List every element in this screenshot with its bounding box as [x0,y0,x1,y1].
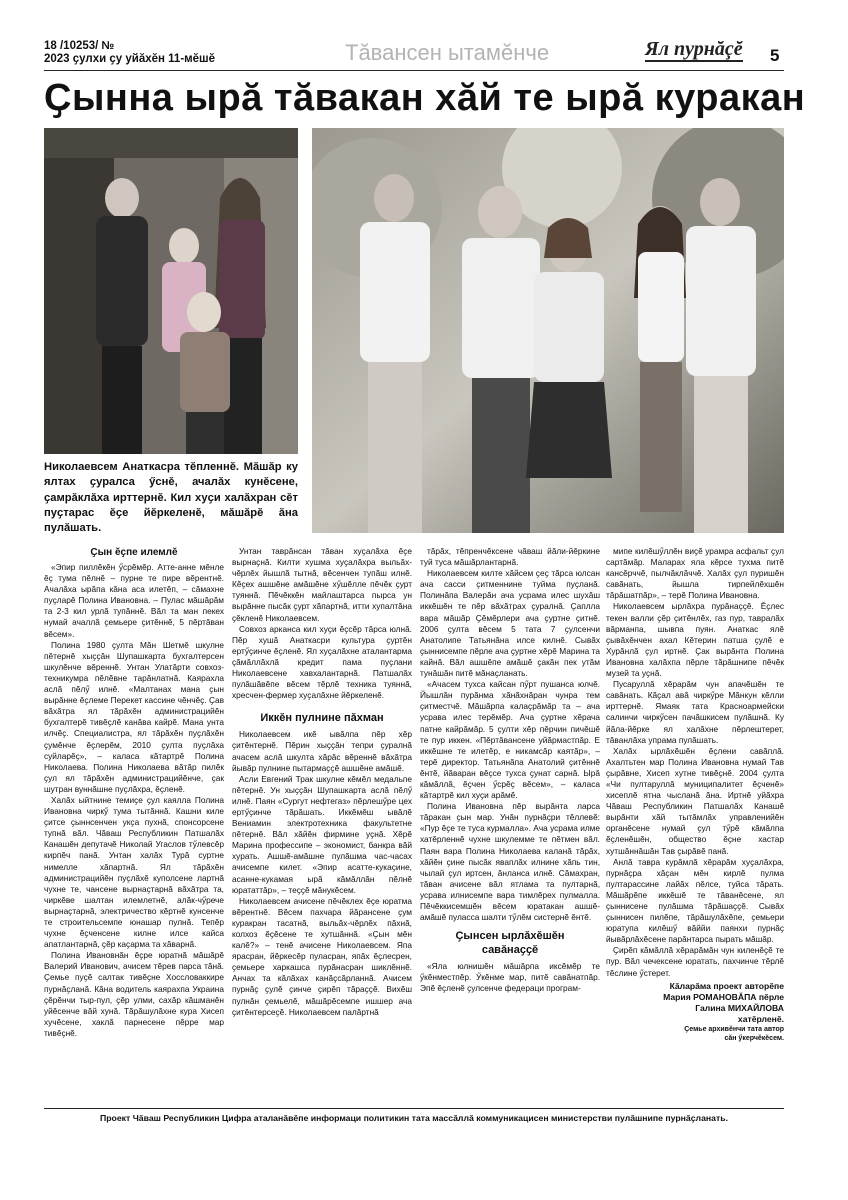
header-rule [44,70,784,71]
article-headline: Ҫынна ырă тăвакан хăй те ырă куракан [44,77,806,119]
paragraph: Николаевсем килте хăйсем ҫеҫ тăрса юлсан ача сасси ҫитменнине туйма пуҫланă. Полинăпа Валерăн ача усрама илес шухăш иккĕшĕн те пĕр вăхăтрах ҫуралнă. Ҫаплла вара мăшăр Ҫĕмĕрлери ача ҫуртне ҫитнĕ. 2006 ҫулта вĕсем 5 тата 7 ҫулсенчи Анатолипе Татьянăна илсе килнĕ. Сывăх ҫыннисемпе пĕрле ача ҫуртне хĕрĕ Марина та кайнă. Вăл ашшĕпе амăшĕ ҫакăн пек утăм тунăшăн питĕ мăнаҫланать. [420,568,600,679]
article-column-3 [420,546,600,994]
paragraph: мипе килĕшӳллĕн виҫĕ урамра асфальт ҫул сартăмăр. Маларах яла кĕрсе тухма питĕ кансĕрччĕ, пылчăклăччĕ. Халăх ҫул пуришĕн савăнать, йышла тирпейлĕхшĕн тăрăшатпăр», – терĕ Полина Ивановна. [606,546,784,601]
photo-caption: Николаевсем Анаткасра тĕпленнĕ. Мăшăр ку ялтах ҫуралса ӳснĕ, ачалăх кунĕсене, ҫамрăклăха ирттернĕ. Кил хуҫи халăхран сĕт пуҫтарас ĕҫе йĕркеленĕ, мăшăрĕ ăна пулăшать. [44,461,298,535]
paragraph: Пусаруллă хĕрарăм чун апачĕшĕн те савăнать. Кăҫал авă чиркӳре Мăнкун кĕлли ирттернĕ. Ямаяк тата Красноармейски салинчи чиркӳсен пачăшкисем пулăшнă. Ку йăла-йĕрке ял халăхне пĕрлештерет, тăванлăха упрама пулăшать. [606,679,784,745]
page-number: 5 [770,46,780,65]
photo-credit [606,1025,784,1043]
signature-line: хатĕрленĕ. [737,1013,784,1024]
paragraph: тăрăх, тĕпренчĕксене чăваш йăли-йĕркине туй туса мăшăрлантарнă. [420,546,600,568]
subheading-welfare-2: савăнаҫҫĕ [481,944,539,957]
issue-info [44,40,215,66]
paragraph: Халăх ыйтнине темиҫе ҫул каялла Полина Ивановна чиркӳ тума тытăннă. Кашни киле ҫитсе ҫыннсенчен укҫа пухнă, спонсорсене тупнă вăл. Чăваш Республикин Патшалăх Канашĕн депутачĕ Николай Угаслов тӳлевсĕр кирпĕч панă. Унтан халăх Турă суртне нимелле хăпартнă. Ял тăрăхĕн администрацийĕн пуҫлăхĕ куполсене лартнă чухне те, чансене вырнаҫтарнă вăхăтра та, чиркĕве шалтан илемлетнĕ, алăк-чӳрече вырнаҫтарнă, электричество кĕртнĕ кунсенче те строительсемпе юнашар пулнă. Тепĕр чухне ĕҫченсене килне илсе кайса апатлантарнă, ҫĕр каҫарма та хăварнă. [44,794,224,950]
signature-line: Кăларăма проект авторĕпе [669,980,784,991]
signature-line: Мария РОМАНОВĂПА пĕрле [663,991,784,1002]
photo-children [44,128,298,454]
signature-line: Галина МИХАЙЛОВА [695,1002,784,1013]
paragraph: Ҫирĕп кăмăллă хĕрарăмăн чун киленĕҫĕ те пур. Вăл чечексене юратать, пахчинче тĕрлĕ тĕслине ӳстерет. [606,945,784,978]
paragraph: Николаевсем ачисене пĕчĕклех ĕҫе юратма вĕрентнĕ. Вĕсем пахчара йăрансене ҫум куракран тасатнă, выльăх-чĕрлĕх пăхнă, колхоз ĕҫĕсене те хутшăннă. «Ҫын мĕн калĕ?» – тенĕ ачисене Николаевсем. Япа ярасран, йĕркесĕр пуласран, япăх ĕҫлесрен, ҫемьере харкашса пурăнасран шиклĕннĕ. Анчах та кăлăхах канăҫсăрланнă. Ачисем пурнăҫ ҫулĕ ҫинче ҫирĕп тăраҫҫĕ. Вихĕш пулнăн ҫемьелĕ, мăшăрĕсемпе ишшер ача ҫитĕнтерсеҫĕ. Николаевсем палăртнă [232,895,412,1017]
paragraph: «Эпир пиллĕкĕн ӳсрĕмĕр. Атте-анне мĕнле ĕҫ тума пĕлнĕ – пурне те пире вĕрентнĕ. Ачалăха ырăпа кăна аса илетĕп, – сăмахне пуҫларĕ Полина Ивановна. – Пулас мăшăрăм та 2-3 кил урлă тупăннĕ. Вăл та ман пекех нумай ачаллă ҫемьере ҫитĕннĕ, 5 пĕртăван вĕсем». [44,562,224,639]
issue-date: 2023 ҫулхи ҫу уйăхĕн 11-мĕшĕ [44,53,216,65]
paragraph: Анлă тавра курăмлă хĕрарăм хуҫалăхра, пурнăҫра хăҫан мĕн кирлĕ пулма пултарассине лайăх пĕлсе, туйса тăрать. Мăшăрĕпе иккĕшĕ те тăванĕсене, ял ҫыннисене пулăшма тăрăшаҫҫĕ. Сывăх ҫыннисен пилĕпе, тăрăшулăхĕпе, ҫемьери юратупа килĕшӳ вăййи паянхи пурнăҫ йывăрлăхĕсене парăнтарса пырать мăшăр. [606,856,784,945]
project-footer: Проект Чăваш Республикин Цифра аталанăвĕпе информаци политикин тата массăллă коммуникацисен министерстви пулăшнипе пурнăҫланать. [44,1108,784,1123]
article-column-4 [606,546,784,1043]
issue-number: 18 /10253/ № [44,40,115,52]
photo-family [312,128,784,533]
section-rubric: Тăвансен ытамĕнче [345,40,550,65]
paragraph: «Яла юлнишĕн мăшăрпа иксĕмĕр те ӳкĕнместпĕр. Ӳкĕнме мар, питĕ савăнатпăр. Эпĕ ĕҫленĕ ҫулсенче федераци програм- [420,961,600,994]
photo-credit-line: сăн ӳкерчĕкĕсем. [724,1034,784,1042]
paragraph: Унтан таврăнсан тăван хуҫалăха ĕҫе вырнаҫнă. Килти хушма хуҫалăхра выльăх-чĕрлĕх йышлă тытнă, вĕсенчен тупăш илнĕ. Кĕҫех ашшĕне амăшĕне хӳшĕлле пĕчĕк ҫурт туяннă. Пĕчĕккĕн майлаштарса пырса ун вырăнне пысăк ҫурт хăпартнă, итти хупалтăна ҫĕкленĕ Николаевсем. [232,546,412,623]
paragraph: Полина Ивановна пĕр вырăнта ларса тăракан ҫын мар. Унăн пурнăҫри тĕллевĕ: «Пур ĕҫе те туса курмалла». Ача усрама илме хатĕрленнĕ чухне шкулемме те пĕтмен вăл. Паян вара Полина Николаева каланă тăрăх, хăйĕн ҫине пысăк яваплăх илнине хăпь тин, чылай ҫул иртсен, ăнланса илнĕ. Сăмахран, тăван ачисене вăл ятлама та пултарнă, усрава илнисемпе вара тимлĕрех пулмалла. Пĕчĕккисемшĕн вĕсем юратакан ашшĕ-амăшĕ пуласса шалти тӳлĕм систернĕ ĕнтĕ. [420,801,600,923]
article-column-2 [232,546,412,1018]
paragraph: Совхоз арканса кил хуҫи ĕҫсĕр тăрса юлнă. Пĕр хушă Анаткасри культура ҫуртĕн ертӳҫинче ĕҫленĕ. Ял хуҫалăхне аталантарма çăмăллăхлă кредит пама пуҫлани Николаевсене хавхалантарнă. Патшалăх пулăшăвĕпе вĕсем тĕрлĕ техника туяннă, хресчен-фермер хуҫалăхне йĕркеленĕ. [232,623,412,701]
subheading-work: Ҫын ĕҫпе илемлĕ [90,547,178,558]
paragraph: Полина 1980 ҫулта Мăн Шетмĕ шкулне пĕтернĕ хыҫҫăн Шупашкарта бухгалтерсен шкулĕнче вĕреннĕ. Унтан Улатăрти совхоз-техникумра пĕлĕвне тарăнлатнă. Каярахла аслă пĕлӳ илнĕ. «Малтанах мана ҫын вырăнне ĕҫлеме Перекет кассине чĕнчĕҫ. Ҫав вăхăтра ял тăрăхĕн администрацийĕн бухгалтерĕ тивĕҫлĕ канăва кайрĕ. Мана унта илчĕҫ. Специалистра, ял тăрăхĕн пуҫлăхĕн ҫумĕнче ĕҫлерĕм, 2010 ҫулта пуҫлăха суйларĕҫ», – каласа кăтартрĕ Полина Николаева. Полина Николаева вăтăр пилĕк ҫул ял тăрăхĕн администрацийĕнче, ҫак шутран вуннăшне пуҫлăхра, ĕҫленĕ. [44,639,224,794]
newspaper-logo: Ял пурнăçĕ [645,38,743,60]
paragraph: Николаевсем икĕ ывăлпа пĕр хĕр ҫитĕнтернĕ. Пĕрин хыҫҫăн тепри ҫуралнă ачасем аслă шкулта хăрăс вĕреннĕ вăхăтра йывăр пулнине пытармаҫҫĕ ашшĕне амăшĕ. [232,729,412,773]
photo-credit-line: Ҫемье архивĕнчи тата автор [684,1025,784,1033]
article-column-1 [44,546,224,1039]
paragraph: Полина Ивановнăн ĕҫре юратнă мăшăрĕ Валерий Иванович, ачисем тĕрев парса тăнă. Ҫемье пуҫĕ салтак тивĕҫне Хоссловаккире пурнăҫланă. Кăна водитель каярахпа Украина çĕрĕнчи тыр-пул, ҫĕр улми, сахăр кăшманĕн уйĕсенче вăй хунă. Тăрăшулăхне кура Хисеп хучĕсене, хаклă парнесене пĕрре мар тивĕҫнĕ. [44,950,224,1038]
author-signature [606,981,784,1025]
paragraph: Николаевсем ырлăхра пурăнаҫҫĕ. Ĕҫлес текен валли ҫĕр ҫитĕнлĕх, газ пур, тавралăх вăрманпа, шывпа пуян. Анаткас ялĕ ҫывăхĕнчен ахал Кĕтерин патша ҫулĕ е Хурăнлă ҫул иртнĕ. Ҫак вырăнта Полина Ивановна халăхпа пĕрле тăрăшнипе пĕчĕк музей та уҫнă. [606,601,784,679]
subheading-together: Иккĕн пулнине пăхман [260,712,384,725]
paragraph: «Ачасем тухса кайсан пӳрт пушанса юлчĕ. Йышлăн пурăнма хăнăхнăран чунра тем ҫитместчĕ. Мăшăрпа калаҫрăмăр та – ача усрава илес терĕмĕр. Ача ҫуртне хĕрача патне кайрăмăр. 5 ҫулти хĕр пĕрчин пичĕшĕ те пур иккен. «Пĕртăвансене уйăрмастпăр. Е иккĕшне те илетĕр, е никамсăр каятăр», – терĕ директор. Татьянăпа Анатолий ҫитĕннĕ ĕнтĕ, йăваран вĕҫсе тухса ҫунат сарнă. Ырă кăмăллă, ĕҫчен ӳсрĕҫ вĕсем», – каласа кăтартрĕ кил хуҫи арăмĕ. [420,679,600,801]
subheading-welfare-1: Ҫынсен ырлăхĕшĕн [455,930,565,943]
paragraph: Асли Евгений Трак шкулне кĕмĕл медальпе пĕтернĕ. Ун хыҫҫăн Шупашкарта аслă пĕлӳ илнĕ. Паян «Сургут нефтегаз» пĕрлешӳре цех ертӳҫинче тăрăшать. Иккĕмĕш ывăлĕ Вениамин электротехника факультетне пĕтернĕ. Вăл хăйĕн фирмине уҫнă. Хĕрĕ Марина профессипе – экономист, банкра вăй хурать. Ашшĕ-амăшне пулăшма час-часах ачисемпе килет. «Эпир асатте-кукаҫине, асанне-кукамая ырă кăмăллăн пĕлнĕ юрататтăр», – теҫҫĕ мăнукĕсем. [232,773,412,895]
paragraph: Халăх ырлăхĕшĕн ĕҫлени савăплă. Ахалтьтен мар Полина Ивановна нумай Тав ҫырăвне, Хисеп хутне тивĕҫнĕ. 2004 ҫулта «Чи пултаруллă муниципалитет ĕҫченĕ» хисеплĕ ятна чысланă ăна. Иртнĕ уйăхра Чăваш Республикин Патшалăх Канашĕ вырăнти хăй тытăмлăх управленийĕн органĕсене нумай ҫул тӳрĕ кăмăлпа ĕҫленĕшĕн, обществo ĕҫне хастар хутшăннăшăн Тав ҫырăвĕ панă. [606,745,784,856]
